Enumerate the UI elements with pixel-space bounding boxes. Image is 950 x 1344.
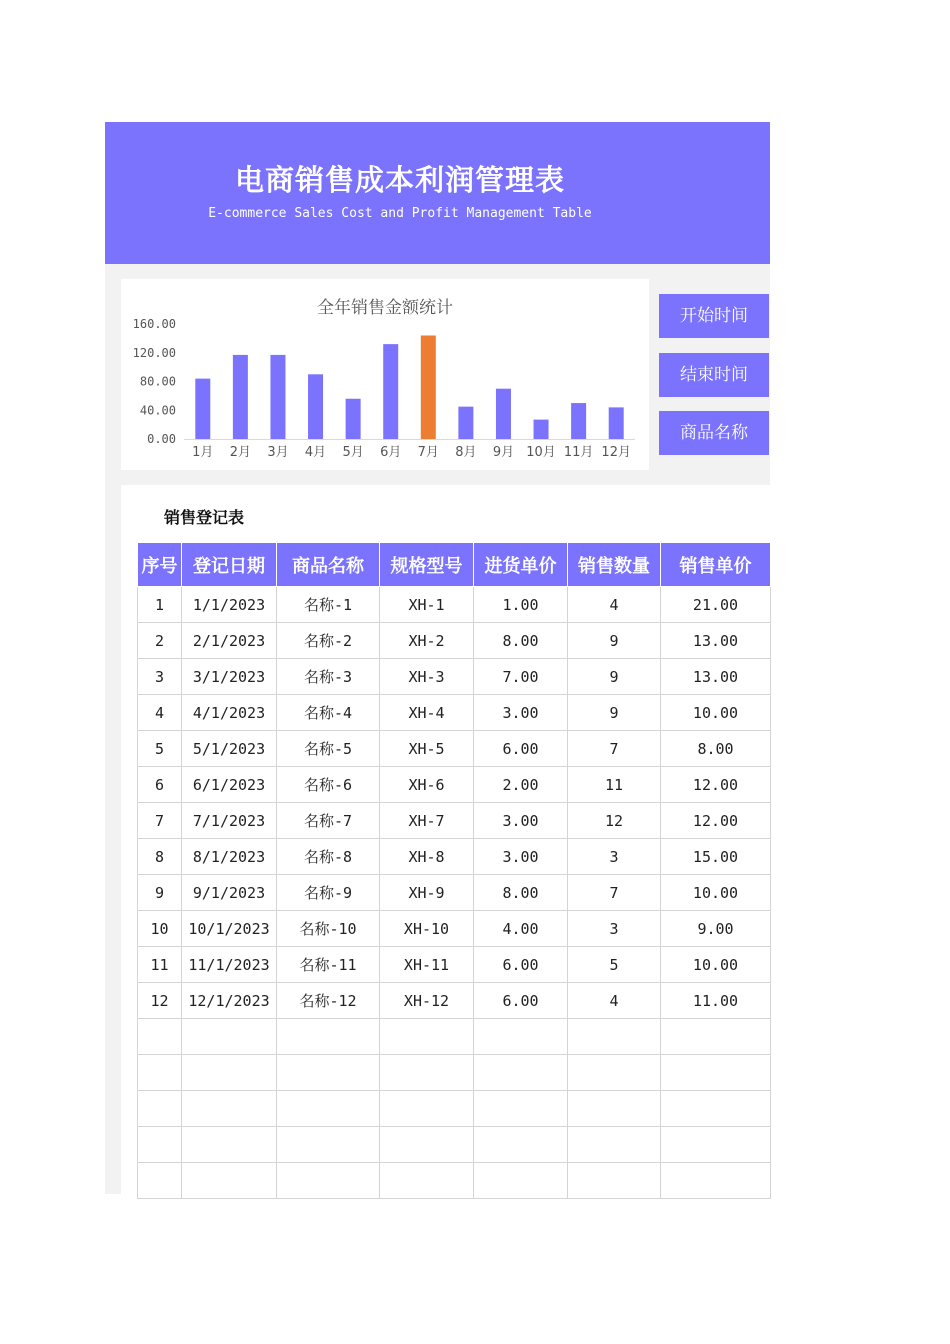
table-cell[interactable]: 11 — [138, 947, 182, 983]
table-cell[interactable]: 5 — [138, 731, 182, 767]
table-cell[interactable]: XH-8 — [380, 839, 474, 875]
table-cell[interactable]: 6.00 — [474, 983, 568, 1019]
sales-chart-panel — [121, 279, 649, 470]
table-cell[interactable]: 10.00 — [661, 875, 771, 911]
table-cell[interactable] — [277, 1163, 380, 1199]
table-row — [138, 731, 771, 767]
chart-bar — [421, 336, 436, 440]
table-cell[interactable]: XH-3 — [380, 659, 474, 695]
table-cell[interactable]: 12.00 — [661, 803, 771, 839]
table-cell[interactable] — [568, 1163, 661, 1199]
column-header: 销售单价 — [661, 543, 771, 587]
table-cell[interactable]: XH-2 — [380, 623, 474, 659]
table-cell[interactable] — [474, 1091, 568, 1127]
start-time-button[interactable]: 开始时间 — [659, 294, 769, 338]
table-cell[interactable]: 8/1/2023 — [182, 839, 277, 875]
table-cell[interactable]: 11/1/2023 — [182, 947, 277, 983]
table-cell[interactable]: 6 — [138, 767, 182, 803]
y-tick-label: 0.00 — [147, 432, 176, 446]
y-tick-label: 160.00 — [132, 317, 176, 331]
end-time-button[interactable]: 结束时间 — [659, 353, 769, 397]
table-cell[interactable] — [474, 1163, 568, 1199]
page-header — [105, 122, 770, 264]
table-cell[interactable]: 名称-7 — [277, 803, 380, 839]
table-cell[interactable] — [138, 1163, 182, 1199]
table-cell[interactable]: 4.00 — [474, 911, 568, 947]
table-cell[interactable]: 3/1/2023 — [182, 659, 277, 695]
table-cell[interactable]: 9 — [568, 659, 661, 695]
table-cell[interactable]: 3 — [568, 839, 661, 875]
table-cell[interactable] — [661, 1127, 771, 1163]
x-tick-label: 8月 — [455, 445, 477, 460]
table-cell[interactable]: 10.00 — [661, 947, 771, 983]
table-cell[interactable]: XH-7 — [380, 803, 474, 839]
table-row — [138, 983, 771, 1019]
chart-bar — [571, 403, 586, 439]
table-cell[interactable]: XH-11 — [380, 947, 474, 983]
table-cell[interactable]: 4/1/2023 — [182, 695, 277, 731]
table-cell[interactable]: 11 — [568, 767, 661, 803]
table-cell[interactable]: 名称-9 — [277, 875, 380, 911]
table-cell[interactable]: 8.00 — [474, 875, 568, 911]
column-header: 登记日期 — [182, 543, 277, 587]
x-tick-label: 11月 — [563, 445, 594, 460]
table-body — [138, 587, 771, 1199]
table-cell[interactable] — [661, 1019, 771, 1055]
table-cell[interactable]: 3.00 — [474, 695, 568, 731]
table-cell[interactable] — [182, 1055, 277, 1091]
table-cell[interactable]: 5/1/2023 — [182, 731, 277, 767]
table-cell[interactable] — [661, 1091, 771, 1127]
table-cell[interactable]: 2 — [138, 623, 182, 659]
table-cell[interactable]: 7 — [138, 803, 182, 839]
table-cell[interactable]: 1.00 — [474, 587, 568, 623]
column-header: 进货单价 — [474, 543, 568, 587]
column-header: 商品名称 — [277, 543, 380, 587]
column-header: 序号 — [138, 543, 182, 587]
table-cell[interactable] — [474, 1019, 568, 1055]
table-cell[interactable]: 6.00 — [474, 731, 568, 767]
table-cell[interactable] — [474, 1127, 568, 1163]
table-cell[interactable] — [568, 1019, 661, 1055]
table-cell[interactable]: 4 — [138, 695, 182, 731]
sales-registration-table — [137, 542, 771, 1199]
x-tick-label: 9月 — [492, 445, 515, 460]
table-cell[interactable]: 12/1/2023 — [182, 983, 277, 1019]
table-cell[interactable]: 名称-12 — [277, 983, 380, 1019]
table-cell[interactable] — [380, 1163, 474, 1199]
table-row — [138, 911, 771, 947]
table-cell[interactable]: 10 — [138, 911, 182, 947]
table-row — [138, 1163, 771, 1199]
table-cell[interactable]: 5 — [568, 947, 661, 983]
table-cell[interactable] — [380, 1091, 474, 1127]
table-cell[interactable]: 3.00 — [474, 803, 568, 839]
table-cell[interactable] — [182, 1019, 277, 1055]
table-cell[interactable]: 8 — [138, 839, 182, 875]
table-cell[interactable]: 名称-11 — [277, 947, 380, 983]
table-cell[interactable]: XH-4 — [380, 695, 474, 731]
x-tick-label: 7月 — [417, 445, 439, 460]
table-cell[interactable]: 10/1/2023 — [182, 911, 277, 947]
chart-bar — [195, 379, 210, 439]
table-cell[interactable]: 9.00 — [661, 911, 771, 947]
table-cell[interactable]: 名称-10 — [277, 911, 380, 947]
chart-bar — [534, 420, 549, 439]
product-name-button[interactable]: 商品名称 — [659, 411, 769, 455]
sales-bar-chart — [121, 279, 649, 470]
table-cell[interactable]: 21.00 — [661, 587, 771, 623]
table-cell[interactable]: 12 — [138, 983, 182, 1019]
table-cell[interactable] — [138, 1127, 182, 1163]
table-cell[interactable]: 8.00 — [474, 623, 568, 659]
chart-bar — [346, 399, 361, 439]
table-cell[interactable]: 8.00 — [661, 731, 771, 767]
table-cell[interactable]: 名称-3 — [277, 659, 380, 695]
table-cell[interactable]: 名称-6 — [277, 767, 380, 803]
table-cell[interactable]: 3.00 — [474, 839, 568, 875]
y-tick-label: 80.00 — [139, 374, 176, 389]
x-tick-label: 4月 — [304, 445, 327, 460]
table-cell[interactable]: 7.00 — [474, 659, 568, 695]
table-row — [138, 659, 771, 695]
x-tick-label: 2月 — [229, 445, 252, 460]
table-row — [138, 803, 771, 839]
table-cell[interactable]: 15.00 — [661, 839, 771, 875]
table-cell[interactable]: 1 — [138, 587, 182, 623]
x-tick-label: 1月 — [192, 445, 214, 460]
column-header: 销售数量 — [568, 543, 661, 587]
table-cell[interactable]: 13.00 — [661, 623, 771, 659]
table-row — [138, 587, 771, 623]
table-cell[interactable]: 名称-1 — [277, 587, 380, 623]
table-cell[interactable] — [568, 1055, 661, 1091]
table-row — [138, 875, 771, 911]
table-cell[interactable]: 2.00 — [474, 767, 568, 803]
table-cell[interactable]: 7 — [568, 875, 661, 911]
table-cell[interactable]: 名称-8 — [277, 839, 380, 875]
chart-bar — [496, 389, 511, 439]
chart-bar — [233, 355, 248, 439]
table-row — [138, 1055, 771, 1091]
table-cell[interactable] — [138, 1019, 182, 1055]
x-tick-label: 6月 — [380, 445, 402, 460]
table-cell[interactable]: 3 — [568, 911, 661, 947]
page-title: 电商销售成本利润管理表 — [234, 163, 565, 197]
table-cell[interactable]: 4 — [568, 587, 661, 623]
chart-bar — [458, 407, 473, 439]
table-row — [138, 1127, 771, 1163]
table-row — [138, 767, 771, 803]
table-cell[interactable] — [277, 1091, 380, 1127]
table-row — [138, 1091, 771, 1127]
table-cell[interactable] — [277, 1019, 380, 1055]
table-cell[interactable]: 13.00 — [661, 659, 771, 695]
chart-title: 全年销售金额统计 — [317, 298, 453, 318]
table-cell[interactable] — [380, 1055, 474, 1091]
table-row — [138, 1019, 771, 1055]
table-cell[interactable]: 10.00 — [661, 695, 771, 731]
table-cell[interactable] — [380, 1127, 474, 1163]
y-tick-label: 120.00 — [132, 345, 176, 360]
x-tick-label: 12月 — [601, 445, 631, 460]
table-cell[interactable] — [138, 1091, 182, 1127]
page-subtitle: E-commerce Sales Cost and Profit Management Table — [208, 206, 592, 221]
chart-bar — [383, 344, 398, 439]
table-cell[interactable]: 9 — [568, 695, 661, 731]
table-cell[interactable] — [182, 1091, 277, 1127]
table-cell[interactable]: 2/1/2023 — [182, 623, 277, 659]
table-cell[interactable]: XH-9 — [380, 875, 474, 911]
table-row — [138, 623, 771, 659]
table-row — [138, 839, 771, 875]
table-cell[interactable] — [138, 1055, 182, 1091]
table-row — [138, 947, 771, 983]
chart-bar — [609, 407, 624, 439]
table-cell[interactable] — [380, 1019, 474, 1055]
table-cell[interactable] — [474, 1055, 568, 1091]
table-cell[interactable]: 9 — [568, 623, 661, 659]
column-header: 规格型号 — [380, 543, 474, 587]
table-cell[interactable]: 11.00 — [661, 983, 771, 1019]
table-cell[interactable]: 名称-5 — [277, 731, 380, 767]
table-cell[interactable]: 9/1/2023 — [182, 875, 277, 911]
table-cell[interactable] — [277, 1055, 380, 1091]
table-cell[interactable] — [182, 1127, 277, 1163]
table-cell[interactable]: XH-6 — [380, 767, 474, 803]
table-cell[interactable]: 9 — [138, 875, 182, 911]
x-tick-label: 10月 — [526, 445, 556, 460]
table-cell[interactable]: XH-5 — [380, 731, 474, 767]
table-cell[interactable]: XH-10 — [380, 911, 474, 947]
y-tick-label: 40.00 — [139, 403, 176, 418]
table-cell[interactable] — [277, 1127, 380, 1163]
table-cell[interactable]: 6.00 — [474, 947, 568, 983]
table-cell[interactable]: XH-12 — [380, 983, 474, 1019]
table-cell[interactable] — [661, 1055, 771, 1091]
table-cell[interactable]: 7 — [568, 731, 661, 767]
table-cell[interactable]: 4 — [568, 983, 661, 1019]
table-cell[interactable]: 12 — [568, 803, 661, 839]
table-cell[interactable] — [568, 1127, 661, 1163]
x-tick-label: 3月 — [267, 445, 289, 460]
table-cell[interactable]: 1/1/2023 — [182, 587, 277, 623]
table-cell[interactable]: 3 — [138, 659, 182, 695]
table-cell[interactable] — [661, 1163, 771, 1199]
table-cell[interactable]: 7/1/2023 — [182, 803, 277, 839]
table-cell[interactable] — [182, 1163, 277, 1199]
table-cell[interactable] — [568, 1091, 661, 1127]
table-header-row — [138, 543, 771, 587]
table-cell[interactable]: 12.00 — [661, 767, 771, 803]
table-cell[interactable]: 6/1/2023 — [182, 767, 277, 803]
chart-bar — [270, 355, 285, 439]
table-cell[interactable]: 名称-2 — [277, 623, 380, 659]
table-row — [138, 695, 771, 731]
x-tick-label: 5月 — [342, 445, 364, 460]
table-title: 销售登记表 — [164, 508, 245, 527]
table-cell[interactable]: 名称-4 — [277, 695, 380, 731]
table-cell[interactable]: XH-1 — [380, 587, 474, 623]
chart-bar — [308, 374, 323, 439]
